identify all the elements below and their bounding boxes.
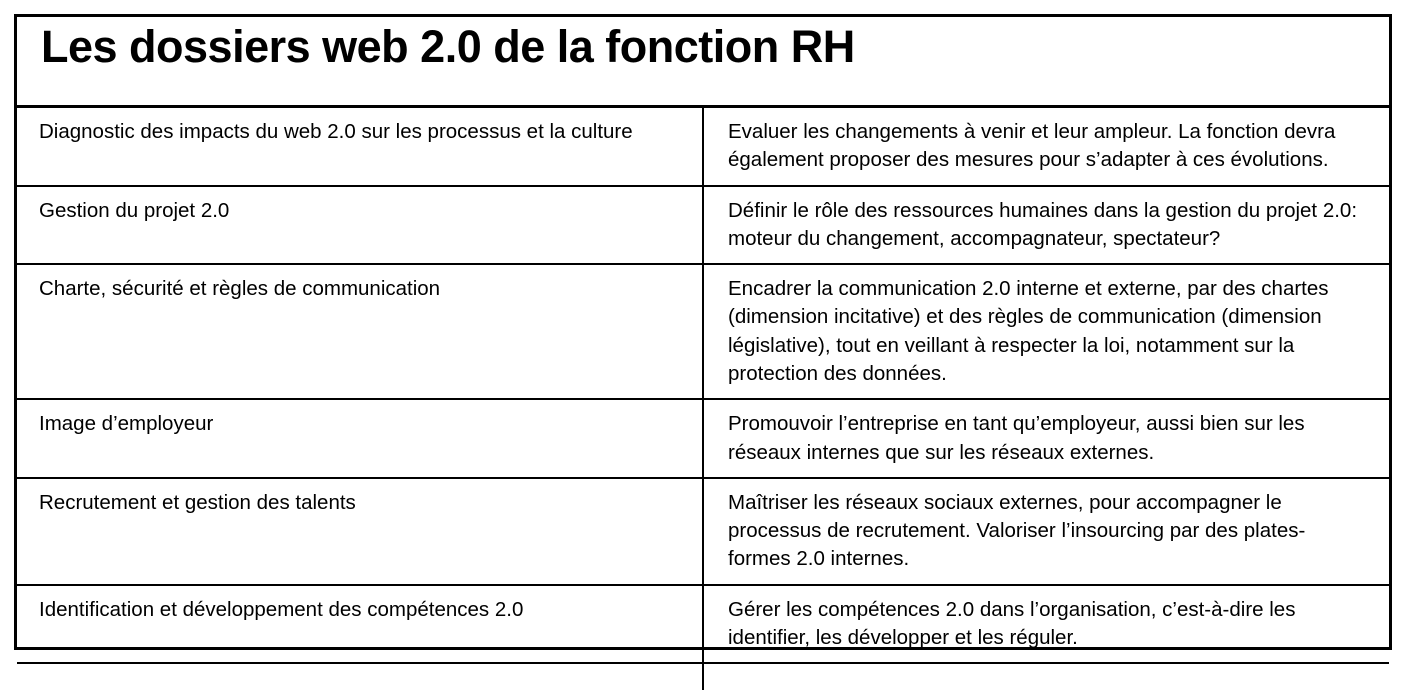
table-title-row (17, 17, 1389, 107)
dossiers-table (17, 17, 1389, 690)
table-filler-row (17, 663, 1389, 690)
table-filler-left (17, 663, 703, 690)
page-title: Les dossiers web 2.0 de la fonction RH (41, 21, 855, 72)
table-row (17, 186, 1389, 265)
row-topic: Diagnostic des impacts du web 2.0 sur les processus et la culture (17, 107, 703, 186)
row-description: Encadrer la communication 2.0 interne et externe, par des chartes (dimension incitative) et des règles de communication (dimension législative), tout en veillant à respecter la loi, notamment sur la protection des données. (703, 264, 1389, 399)
row-description: Evaluer les changements à venir et leur ampleur. La fonction devra également proposer des mesures pour s’adapter à ces évolutions. (703, 107, 1389, 186)
table-title-cell (17, 17, 1389, 107)
table-filler-right (703, 663, 1389, 690)
dossiers-table-container (14, 14, 1392, 650)
table-row (17, 107, 1389, 186)
table-row (17, 399, 1389, 478)
table-row (17, 478, 1389, 585)
row-topic: Identification et développement des compétences 2.0 (17, 585, 703, 664)
table-row (17, 585, 1389, 664)
row-topic: Gestion du projet 2.0 (17, 186, 703, 265)
row-topic: Charte, sécurité et règles de communication (17, 264, 703, 399)
row-description: Maîtriser les réseaux sociaux externes, pour accompagner le processus de recrutement. Valoriser l’insourcing par des plates-formes 2.0 internes. (703, 478, 1389, 585)
row-description: Gérer les compétences 2.0 dans l’organisation, c’est-à-dire les identifier, les développer et les réguler. (703, 585, 1389, 664)
row-description: Promouvoir l’entreprise en tant qu’employeur, aussi bien sur les réseaux internes que sur les réseaux externes. (703, 399, 1389, 478)
row-topic: Recrutement et gestion des talents (17, 478, 703, 585)
row-description: Définir le rôle des ressources humaines dans la gestion du projet 2.0: moteur du changement, accompagnateur, spectateur? (703, 186, 1389, 265)
table-row (17, 264, 1389, 399)
row-topic: Image d’employeur (17, 399, 703, 478)
